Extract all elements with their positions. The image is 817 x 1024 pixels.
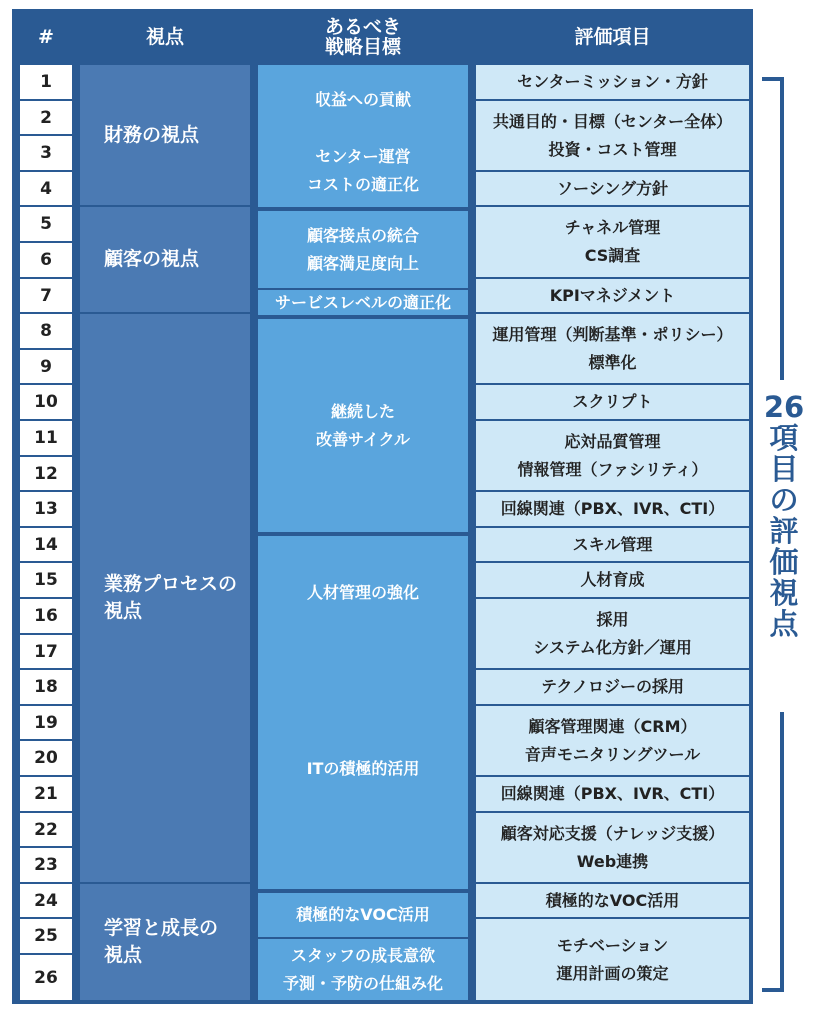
item-cell-line: テクノロジーの採用 [540,677,685,696]
header-num: # [38,26,54,48]
row-number: 20 [20,741,72,775]
row-number: 13 [20,492,72,526]
row-number: 2 [20,101,72,134]
item-cell [476,670,749,704]
item-cell [476,528,749,561]
item-cell-line: 回線関連（PBX、IVR、CTI） [500,784,725,803]
row-number: 21 [20,777,72,811]
row-number: 10 [20,385,72,419]
item-cell [476,599,749,668]
goal-cell-line: 積極的なVOC活用 [296,905,430,924]
row-number: 25 [20,919,72,953]
item-cell [476,65,749,99]
row-number: 14 [20,528,72,561]
goal-cell-line: 予測・予防の仕組み化 [282,973,443,993]
item-cell-line: ソーシング方針 [557,178,668,198]
perspective-cell-line: 視点 [104,600,143,622]
item-cell-line: スクリプト [572,392,653,411]
goal-cell-line: スタッフの成長意欲 [290,945,435,965]
item-cell-line: 共通目的・目標（センター全体） [492,111,733,131]
row-number: 15 [20,563,72,597]
side-label-char: 評 [769,514,799,548]
bracket-upper-line [780,77,784,380]
item-cell-line: 顧客対応支援（ナレッジ支援） [500,823,725,843]
row-number: 9 [20,350,72,383]
item-cell [476,314,749,383]
goal-cell [258,893,468,937]
row-number: 16 [20,599,72,633]
item-cell-line: CS調査 [584,246,641,265]
side-label-char: 項 [769,421,799,455]
perspective-cell [80,65,250,205]
bracket-bottom-tick [762,988,784,992]
side-label-char: の [769,483,799,517]
item-cell [476,884,749,917]
item-cell-line: システム化方針／運用 [533,637,692,657]
goal-cell-line: コストの適正化 [306,174,419,194]
item-cell-line: 人材育成 [580,570,645,589]
item-cell-line: チャネル管理 [564,218,661,237]
side-label-char: 点 [769,607,799,641]
item-cell-line: Web連携 [576,851,649,871]
goal-cell [258,939,468,1000]
row-number: 3 [20,136,72,170]
item-cell-line: 回線関連（PBX、IVR、CTI） [500,499,725,518]
side-label-char: 価 [769,545,799,579]
item-cell-line: 音声モニタリングツール [524,744,701,764]
item-cell-line: 運用管理（判断基準・ポリシー） [492,324,733,344]
item-cell-line: モチベーション [556,935,669,955]
item-cell-line: 顧客管理関連（CRM） [528,716,697,736]
perspective-cell [80,884,250,1000]
row-number: 11 [20,421,72,455]
evaluation-table [12,9,753,1004]
item-cell-line: 運用計画の策定 [556,963,669,983]
goal-cell-line: サービスレベルの適正化 [274,292,451,312]
row-number: 26 [20,955,72,1000]
item-cell-line: KPIマネジメント [549,285,676,305]
row-number: 5 [20,207,72,241]
goal-cell-line: 人材管理の強化 [306,582,419,602]
item-cell-line: 情報管理（ファシリティ） [517,459,708,479]
row-number: 12 [20,457,72,490]
goal-cell [258,536,468,649]
item-cell-line: スキル管理 [572,534,653,554]
row-number: 4 [20,172,72,205]
goal-cell-line: ITの積極的活用 [306,759,420,778]
item-cell [476,563,749,597]
goal-cell [258,319,468,532]
item-cell-line: 応対品質管理 [564,431,661,451]
goal-cell [258,211,468,288]
goal-cell [258,65,468,134]
item-cell [476,492,749,526]
perspective-cell [80,314,250,882]
row-number: 1 [20,65,72,99]
row-number: 7 [20,279,72,312]
side-label [758,392,810,640]
side-label-char: 26 [763,390,805,424]
row-number: 19 [20,706,72,739]
row-number: 22 [20,813,72,846]
perspective-cell-line: 学習と成長の [104,917,219,939]
bracket-lower-line [780,712,784,992]
item-cell-line: 採用 [596,609,629,629]
item-cell [476,207,749,277]
side-label-char: 視 [769,576,799,610]
goal-cell [258,649,468,889]
item-cell [476,279,749,312]
row-number: 8 [20,314,72,348]
goal-cell-line: 顧客満足度向上 [306,253,419,273]
perspective-cell [80,207,250,312]
header-goal [258,13,468,61]
header-items: 評価項目 [574,26,651,48]
item-cell-line: 投資・コスト管理 [548,139,677,159]
item-cell [476,421,749,490]
goal-cell [258,134,468,207]
item-cell [476,385,749,419]
item-cell [476,706,749,775]
item-cell-line: 積極的なVOC活用 [545,890,680,910]
side-label-char: 目 [769,452,799,486]
header-goal-line1: あるべき [324,16,401,38]
goal-cell-line: センター運営 [315,146,411,166]
item-cell [476,101,749,170]
row-number: 23 [20,848,72,882]
item-cell [476,919,749,1000]
item-cell [476,777,749,811]
row-number: 18 [20,670,72,704]
item-cell [476,813,749,882]
item-cell [476,172,749,205]
perspective-cell-line: 業務プロセスの [104,573,238,595]
goal-cell-line: 収益への貢献 [314,89,411,109]
goal-cell [258,290,468,315]
header-perspective: 視点 [145,26,184,48]
goal-cell-line: 顧客接点の統合 [306,225,419,245]
goal-cell-line: 継続した [330,401,395,421]
row-number: 17 [20,635,72,668]
perspective-cell-line: 財務の視点 [104,123,200,146]
goal-cell-line: 改善サイクル [315,429,411,449]
row-number: 6 [20,243,72,277]
row-number: 24 [20,884,72,917]
item-cell-line: センターミッション・方針 [517,72,708,91]
perspective-cell-line: 視点 [104,944,143,966]
header-goal-line2: 戦略目標 [324,36,401,58]
perspective-cell-line: 顧客の視点 [104,248,200,270]
item-cell-line: 標準化 [588,352,637,372]
